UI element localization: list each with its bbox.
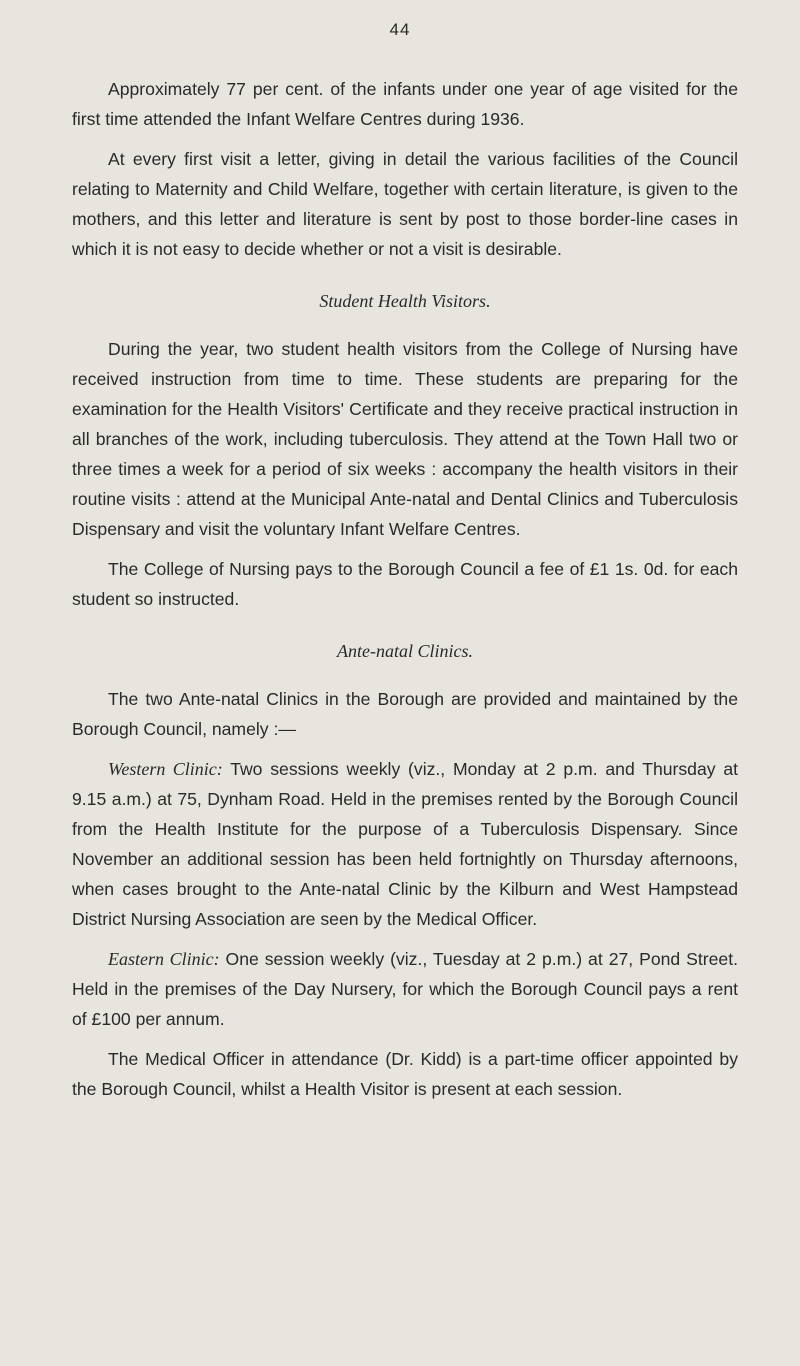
eastern-clinic-label: Eastern Clinic: xyxy=(108,949,220,969)
paragraph-first-visit-letter: At every first visit a letter, giving in detail the various facilities of the Council relating to Maternity and Child Welfare, together with certain literature, is given to the mothers, and this letter and literature is sent by post to those border-line cases in which it is not easy to decide whether or not a visit is desirable. xyxy=(72,149,738,259)
paragraph-clinics-intro: The two Ante-natal Clinics in the Borough are provided and maintained by the Borough Council, namely :— xyxy=(72,689,738,739)
paragraph-student-instruction: During the year, two student health visitors from the College of Nursing have received instruction from time to time. These students are preparing for the examination for the Health Visitors' Certificate and they receive practical instruction in all branches of the work, including tuberculosis. They attend at the Town Hall two or three times a week for a period of six weeks : accompany the health visitors in their routine visits : attend at the Municipal Ante-natal and Dental Clinics and Tuberculosis Dispensary and visit the voluntary Infant Welfare Centres. xyxy=(72,339,738,539)
heading-ante-natal-clinics: Ante-natal Clinics. xyxy=(337,641,473,661)
paragraph-western-clinic xyxy=(72,754,738,934)
western-clinic-label: Western Clinic: xyxy=(108,759,223,779)
western-clinic-text: Two sessions weekly (viz., Monday at 2 p.m. and Thursday at 9.15 a.m.) at 75, Dynham Road. Held in the premises rented by the Borough Council from the Health Institute for the purpose of a Tuberculosis Dispensary. Since November an additional session has been held fortnightly on Thursday afternoons, when cases brought to the Ante-natal Clinic by the Kilburn and West Hampstead District Nursing Association are seen by the Medical Officer. xyxy=(72,759,739,929)
heading-student-health-visitors: Student Health Visitors. xyxy=(319,291,491,311)
paragraph-college-fee: The College of Nursing pays to the Borough Council a fee of £1 1s. 0d. for each student so instructed. xyxy=(72,559,738,609)
paragraph-eastern-clinic xyxy=(72,944,738,1034)
page-number: 44 xyxy=(389,20,411,39)
paragraph-medical-officer: The Medical Officer in attendance (Dr. Kidd) is a part-time officer appointed by the Borough Council, whilst a Health Visitor is present at each session. xyxy=(72,1049,738,1099)
page-content xyxy=(72,74,738,1114)
eastern-clinic-text: One session weekly (viz., Tuesday at 2 p.m.) at 27, Pond Street. Held in the premises of the Day Nursery, for which the Borough Council pays a rent of £100 per annum. xyxy=(72,949,738,1029)
paragraph-infant-attendance: Approximately 77 per cent. of the infants under one year of age visited for the first time attended the Infant Welfare Centres during 1936. xyxy=(72,79,738,129)
